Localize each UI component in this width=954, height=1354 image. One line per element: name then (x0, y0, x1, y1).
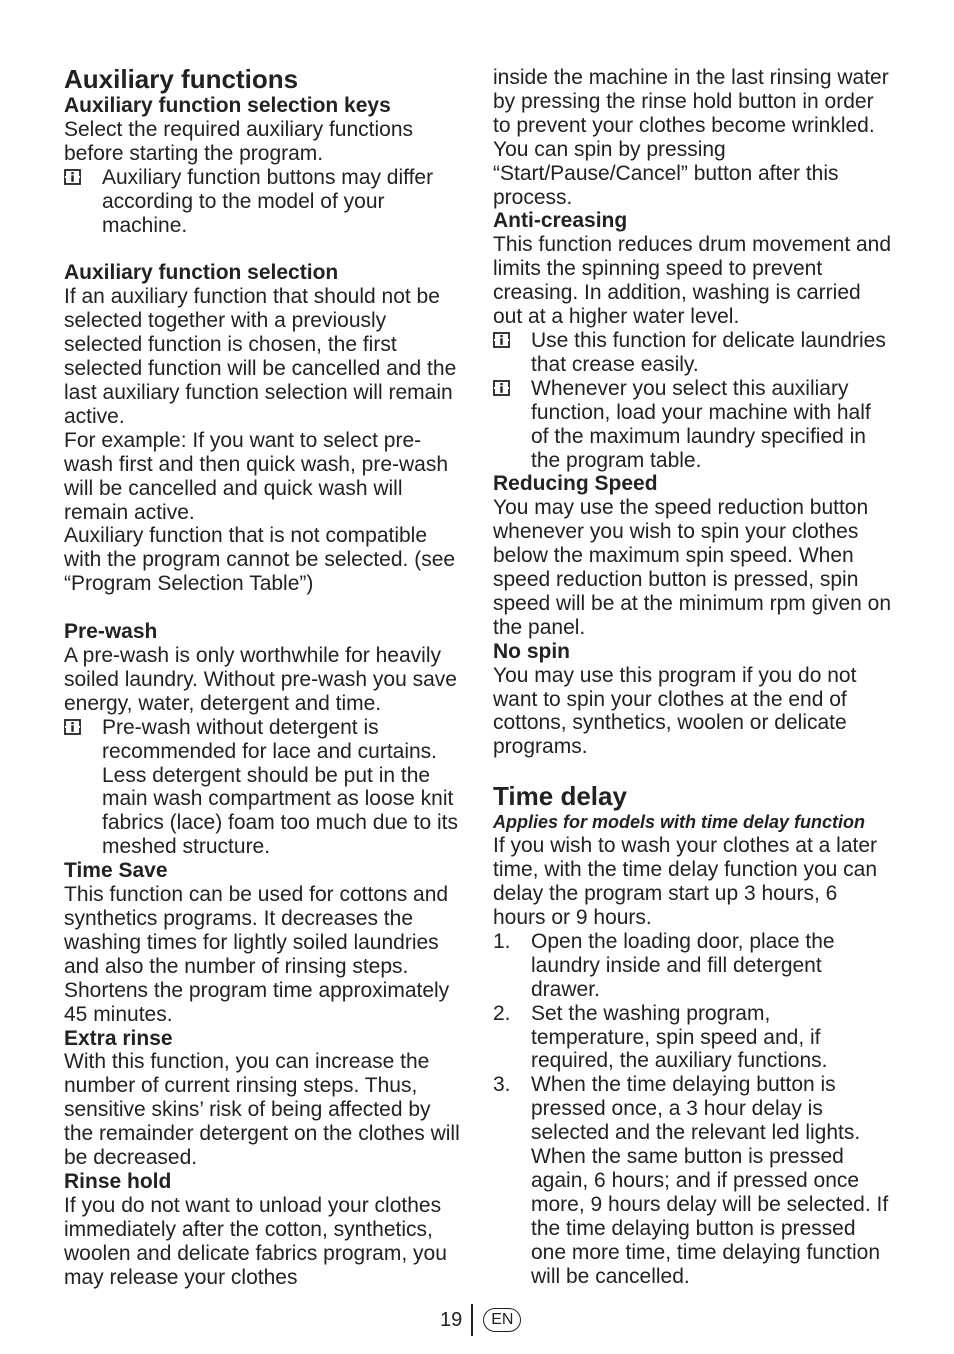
note-anti-creasing-1 (493, 329, 893, 377)
text-selection-keys: Select the required auxiliary functions before starting the program. (64, 117, 414, 165)
text-extra-rinse: With this function, you can increase the number of current rinsing steps. Thus, sensitive skins’ risk of being affected by the remainder detergent on the clothes will be decreased. (64, 1050, 460, 1170)
note-text: Pre-wash without detergent is recommended for lace and curtains. Less detergent should be put in the main wash compartment as loose knit fabrics (lace) foam too much due to its meshed structure. (102, 715, 458, 859)
text-reducing-speed: You may use the speed reduction button whenever you wish to spin your clothes below the maximum spin speed. When speed reduction button is pressed, spin speed will be at the minimum rpm given on the panel. (493, 496, 892, 639)
step-number: 1. (493, 929, 511, 953)
note-prewash (64, 716, 464, 859)
text-anti-creasing: This function reduces drum movement and limits the spinning speed to prevent creasing. In addition, washing is carried out at a higher water level. (493, 233, 892, 329)
note-text: Use this function for delicate laundries that crease easily. (531, 328, 886, 376)
section-title-time-delay: Time delay (493, 781, 627, 812)
text-time-save: This function can be used for cottons and synthetics programs. It decreases the washing times for lightly soiled laundries and also the number of rinsing steps. Shortens the program time approximately 45 minutes. (64, 883, 450, 1026)
note-text: Auxiliary function buttons may differ according to the model of your machine. (102, 165, 434, 237)
text-prewash: A pre-wash is only worthwhile for heavily soiled laundry. Without pre-wash you save energy, water, detergent and time. (64, 644, 457, 715)
section-title-auxiliary-functions: Auxiliary functions (64, 64, 299, 94)
info-note-icon (493, 329, 531, 349)
heading-rinse-hold: Rinse hold (64, 1169, 172, 1193)
info-note-icon (64, 166, 102, 186)
step-text: Open the loading door, place the laundry inside and fill detergent drawer. (531, 929, 835, 1001)
heading-reducing-speed: Reducing Speed (493, 472, 658, 496)
info-note-icon (64, 716, 102, 736)
text-applies-note: Applies for models with time delay function (493, 812, 866, 833)
right-column (493, 66, 893, 1289)
left-column (64, 64, 464, 1290)
step-number: 2. (493, 1001, 511, 1025)
text-function-selection-2: For example: If you want to select pre-wash first and then quick wash, pre-wash will be cancelled and quick wash will remain active. (64, 428, 449, 524)
list-item (493, 1002, 893, 1074)
text-function-selection-1: If an auxiliary function that should not be selected together with a previously selected function is chosen, the first selected function will be cancelled and the last auxiliary function selection will remain active. (64, 285, 457, 428)
note-selection-keys (64, 166, 464, 238)
heading-time-save: Time Save (64, 859, 168, 883)
heading-prewash: Pre-wash (64, 620, 158, 644)
heading-extra-rinse: Extra rinse (64, 1026, 173, 1050)
text-rinse-hold-continued: inside the machine in the last rinsing water by pressing the rinse hold button in order to prevent your clothes become wrinkled. You can spin by pressing “Start/Pause/Cancel” button after this process. (493, 66, 889, 209)
text-time-delay: If you wish to wash your clothes at a later time, with the time delay function you can delay the program start up 3 hours, 6 hours or 9 hours. (493, 834, 878, 929)
text-rinse-hold: If you do not want to unload your clothes immediately after the cotton, synthetics, woolen and delicate fabrics program, you may release your clothes (64, 1193, 447, 1289)
heading-anti-creasing: Anti-creasing (493, 209, 628, 233)
note-anti-creasing-2 (493, 377, 893, 473)
page-footer (440, 1303, 521, 1337)
info-note-icon (493, 377, 531, 397)
heading-no-spin: No spin (493, 639, 570, 663)
step-text: When the time delaying button is pressed once, a 3 hour delay is selected and the relevant led lights. When the same button is pressed again, 6 hours; and if pressed once more, 9 hours delay will be selected. If the time delaying button is pressed one more time, time delaying function will be cancelled. (531, 1073, 889, 1288)
footer-divider (471, 1304, 473, 1336)
language-badge: EN (483, 1308, 521, 1332)
heading-selection-keys: Auxiliary function selection keys (64, 94, 391, 117)
text-function-selection-3: Auxiliary function that is not compatible with the program cannot be selected. (see “Program Selection Table”) (64, 524, 456, 596)
heading-function-selection: Auxiliary function selection (64, 261, 339, 285)
text-no-spin: You may use this program if you do not want to spin your clothes at the end of cottons, synthetics, woolen or delicate programs. (493, 663, 857, 759)
list-item (493, 1073, 893, 1288)
step-text: Set the washing program, temperature, spin speed and, if required, the auxiliary functions. (531, 1001, 828, 1073)
page-number: 19 (440, 1308, 463, 1331)
step-number: 3. (493, 1073, 511, 1097)
note-text: Whenever you select this auxiliary function, load your machine with half of the maximum laundry specified in the program table. (531, 376, 871, 472)
list-item (493, 930, 893, 1002)
